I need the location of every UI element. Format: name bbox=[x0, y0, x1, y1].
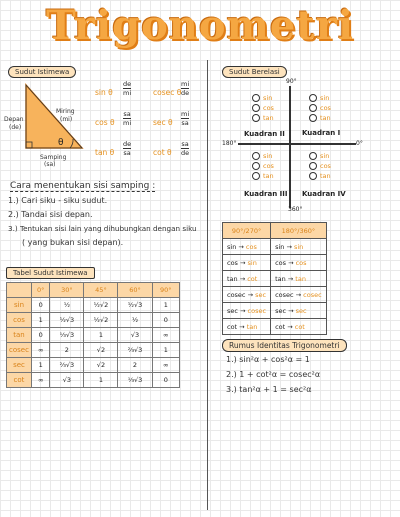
table-cell: ∞ bbox=[32, 373, 50, 388]
ratio-sin bbox=[95, 80, 132, 99]
table-cell: √2 bbox=[84, 358, 118, 373]
table-header-cell: 30° bbox=[50, 283, 84, 298]
list-item bbox=[309, 93, 331, 103]
table-row bbox=[223, 239, 327, 255]
ratio-num: sa bbox=[181, 140, 189, 148]
label-theta: θ bbox=[58, 138, 64, 148]
kuadran-4-label: Kuadran IV bbox=[302, 190, 346, 198]
tabel-heading: Tabel Sudut Istimewa bbox=[6, 267, 95, 279]
from-fn: tan → bbox=[227, 274, 248, 283]
item-label: cos bbox=[320, 104, 331, 112]
table-cell: ∞ bbox=[152, 358, 179, 373]
ratio-num: de bbox=[123, 140, 132, 148]
table-header-row bbox=[223, 223, 327, 239]
table-row bbox=[223, 287, 327, 303]
list-item bbox=[309, 171, 331, 181]
table-cell: √3 bbox=[50, 373, 84, 388]
table-cell: √3 bbox=[118, 328, 152, 343]
table-cell: ½ bbox=[118, 313, 152, 328]
ratio-fn: sec θ bbox=[153, 118, 173, 127]
table-row-header: sin bbox=[7, 298, 32, 313]
ratio-cot bbox=[153, 140, 190, 159]
tabel-sudut-istimewa bbox=[6, 282, 180, 388]
ratio-fn: cosec θ bbox=[153, 88, 182, 97]
table-row bbox=[223, 319, 327, 335]
table-header-cell bbox=[7, 283, 32, 298]
table-cell: 1 bbox=[32, 313, 50, 328]
table-cell bbox=[223, 303, 271, 319]
list-item bbox=[252, 171, 274, 181]
table-header-cell: 0° bbox=[32, 283, 50, 298]
deg-180: 180° bbox=[222, 140, 237, 147]
quadrant-1-list bbox=[309, 93, 331, 123]
from-fn: cos → bbox=[275, 258, 296, 267]
label-depan-sub: (de) bbox=[9, 124, 22, 131]
table-cell: 1 bbox=[84, 373, 118, 388]
table-cell bbox=[223, 319, 271, 335]
ratio-den: de bbox=[181, 149, 190, 157]
table-cell: ½√3 bbox=[118, 298, 152, 313]
checkbox-icon bbox=[309, 162, 317, 170]
item-label: sin bbox=[320, 152, 330, 160]
ratio-num: mi bbox=[181, 80, 190, 88]
table-cell: 1 bbox=[84, 328, 118, 343]
ratio-den: mi bbox=[123, 119, 132, 127]
right-triangle-diagram bbox=[18, 80, 88, 160]
table-cell bbox=[271, 255, 327, 271]
table-row bbox=[7, 358, 180, 373]
from-fn: sin → bbox=[275, 242, 294, 251]
deg-360: 360° bbox=[288, 206, 303, 213]
from-fn: cosec → bbox=[275, 290, 304, 299]
quadrant-2-list bbox=[252, 93, 274, 123]
from-fn: cot → bbox=[275, 322, 295, 331]
table-cell: ½√3 bbox=[50, 313, 84, 328]
identitas-item-3: 3.) tan²α + 1 = sec²α bbox=[226, 385, 312, 394]
ratio-den: sa bbox=[123, 149, 131, 157]
ratio-fn: sin θ bbox=[95, 88, 113, 97]
to-fn: sin bbox=[293, 242, 304, 251]
item-label: cos bbox=[320, 162, 331, 170]
ratio-grid bbox=[95, 80, 205, 170]
from-fn: sec → bbox=[227, 306, 248, 315]
list-item bbox=[252, 103, 274, 113]
table-row bbox=[7, 343, 180, 358]
table-cell bbox=[223, 255, 271, 271]
table-header-cell: 90° bbox=[152, 283, 179, 298]
ratio-den: sa bbox=[181, 119, 189, 127]
table-cell bbox=[271, 287, 327, 303]
identitas-heading: Rumus Identitas Trigonometri bbox=[222, 339, 347, 352]
checkbox-icon bbox=[309, 104, 317, 112]
table-row bbox=[223, 271, 327, 287]
from-fn: cot → bbox=[227, 322, 247, 331]
table-header-row bbox=[7, 283, 180, 298]
label-samping-sub: (sa) bbox=[44, 161, 56, 168]
to-fn: tan bbox=[295, 274, 306, 283]
label-miring: Miring bbox=[56, 108, 75, 115]
from-fn: sin → bbox=[227, 242, 246, 251]
table-cell: 1 bbox=[152, 343, 179, 358]
list-item bbox=[309, 151, 331, 161]
table-row bbox=[223, 303, 327, 319]
table-header-cell: 60° bbox=[118, 283, 152, 298]
identitas-item-2: 2.) 1 + cot²α = cosec²α bbox=[226, 370, 321, 379]
quadrant-3-list bbox=[252, 151, 274, 181]
from-fn: tan → bbox=[275, 274, 296, 283]
table-row bbox=[7, 373, 180, 388]
table-cell: 2 bbox=[50, 343, 84, 358]
table-cell: 1 bbox=[152, 298, 179, 313]
table-cell bbox=[271, 239, 327, 255]
ratio-cos bbox=[95, 110, 132, 129]
table-cell bbox=[223, 271, 271, 287]
table-cell bbox=[271, 319, 327, 335]
y-axis bbox=[289, 86, 291, 208]
ratio-num: mi bbox=[181, 110, 190, 118]
quadrant-4-list bbox=[309, 151, 331, 181]
checkbox-icon bbox=[309, 172, 317, 180]
label-miring-sub: (mi) bbox=[60, 116, 73, 123]
to-fn: sec bbox=[295, 306, 307, 315]
table-cell: ∞ bbox=[152, 328, 179, 343]
table-cell: 0 bbox=[152, 313, 179, 328]
ratio-sec bbox=[153, 110, 190, 129]
ratio-fn: tan θ bbox=[95, 148, 115, 157]
cara-heading: Cara menentukan sisi samping : bbox=[10, 181, 156, 191]
ratio-tan bbox=[95, 140, 132, 159]
item-label: sin bbox=[320, 94, 330, 102]
table-row bbox=[7, 313, 180, 328]
table-cell: ½√2 bbox=[84, 313, 118, 328]
to-fn: cosec bbox=[303, 290, 322, 299]
table-cell: ½ bbox=[50, 298, 84, 313]
kuadran-2-label: Kuadran II bbox=[244, 130, 285, 138]
kuadran-3-label: Kuadran III bbox=[244, 190, 288, 198]
cara-step-3: 3.) Tentukan sisi lain yang dihubungkan dengan siku bbox=[8, 224, 197, 233]
column-divider bbox=[207, 60, 208, 510]
table-cell: ½√2 bbox=[84, 298, 118, 313]
from-fn: sec → bbox=[275, 306, 296, 315]
page-title: Trigonometri bbox=[45, 2, 355, 49]
list-item bbox=[309, 103, 331, 113]
table-cell: ⅓√3 bbox=[118, 373, 152, 388]
deg-0: 0° bbox=[356, 140, 363, 147]
to-fn: sec bbox=[255, 290, 267, 299]
table-header-cell: 180°/360° bbox=[271, 223, 327, 239]
table-row bbox=[7, 328, 180, 343]
cara-step-1: 1.) Cari siku - siku sudut. bbox=[8, 196, 108, 205]
checkbox-icon bbox=[309, 152, 317, 160]
checkbox-icon bbox=[252, 152, 260, 160]
ratio-fn: cot θ bbox=[153, 148, 172, 157]
cara-step-2: 2.) Tandai sisi depan. bbox=[8, 210, 93, 219]
from-fn: cos → bbox=[227, 258, 248, 267]
checkbox-icon bbox=[252, 162, 260, 170]
table-cell: ⅔√3 bbox=[50, 358, 84, 373]
ratio-den: de bbox=[181, 89, 190, 97]
table-cell: 1 bbox=[32, 358, 50, 373]
table-cell: 0 bbox=[152, 373, 179, 388]
to-fn: cot bbox=[247, 274, 258, 283]
table-cell: 0 bbox=[32, 298, 50, 313]
to-fn: cos bbox=[245, 242, 257, 251]
sudut-istimewa-heading: Sudut Istimewa bbox=[8, 66, 76, 78]
item-label: tan bbox=[320, 172, 331, 180]
checkbox-icon bbox=[252, 104, 260, 112]
sudut-berelasi-heading: Sudut Berelasi bbox=[222, 66, 287, 78]
to-fn: cot bbox=[294, 322, 305, 331]
table-cell: ⅔√3 bbox=[118, 343, 152, 358]
label-depan: Depan bbox=[4, 116, 24, 123]
kuadran-1-label: Kuadran I bbox=[302, 129, 341, 137]
ratio-cosec bbox=[153, 80, 190, 99]
checkbox-icon bbox=[309, 94, 317, 102]
ratio-fn: cos θ bbox=[95, 118, 115, 127]
to-fn: cos bbox=[295, 258, 307, 267]
table-row-header: tan bbox=[7, 328, 32, 343]
checkbox-icon bbox=[252, 114, 260, 122]
table-row-header: cos bbox=[7, 313, 32, 328]
table-cell bbox=[223, 287, 271, 303]
table-cell bbox=[223, 239, 271, 255]
table-cell: √2 bbox=[84, 343, 118, 358]
ratio-num: sa bbox=[123, 110, 131, 118]
table-cell bbox=[271, 271, 327, 287]
to-fn: cosec bbox=[247, 306, 267, 315]
item-label: sin bbox=[263, 94, 273, 102]
cara-step-3-cont: ( yang bukan sisi depan). bbox=[22, 238, 124, 247]
relasi-table bbox=[222, 222, 327, 335]
list-item bbox=[252, 161, 274, 171]
table-row bbox=[7, 298, 180, 313]
list-item bbox=[252, 151, 274, 161]
deg-90: 90° bbox=[286, 78, 297, 85]
to-fn: tan bbox=[246, 322, 258, 331]
checkbox-icon bbox=[309, 114, 317, 122]
ratio-den: mi bbox=[123, 89, 132, 97]
item-label: sin bbox=[263, 152, 273, 160]
table-row-header: cosec bbox=[7, 343, 32, 358]
table-cell: ∞ bbox=[32, 343, 50, 358]
table-row bbox=[223, 255, 327, 271]
identitas-item-1: 1.) sin²α + cos²α = 1 bbox=[226, 355, 310, 364]
list-item bbox=[252, 93, 274, 103]
item-label: tan bbox=[263, 114, 274, 122]
checkbox-icon bbox=[252, 172, 260, 180]
table-cell: 2 bbox=[118, 358, 152, 373]
list-item bbox=[309, 113, 331, 123]
table-row-header: sec bbox=[7, 358, 32, 373]
item-label: cos bbox=[263, 162, 274, 170]
x-axis bbox=[238, 143, 356, 145]
label-samping: Samping bbox=[40, 154, 67, 161]
item-label: tan bbox=[320, 114, 331, 122]
item-label: tan bbox=[263, 172, 274, 180]
list-item bbox=[309, 161, 331, 171]
checkbox-icon bbox=[252, 94, 260, 102]
item-label: cos bbox=[263, 104, 274, 112]
table-cell: 0 bbox=[32, 328, 50, 343]
table-cell bbox=[271, 303, 327, 319]
table-header-cell: 90°/270° bbox=[223, 223, 271, 239]
to-fn: sin bbox=[247, 258, 257, 267]
from-fn: cosec → bbox=[227, 290, 256, 299]
table-cell: ⅓√3 bbox=[50, 328, 84, 343]
table-header-cell: 45° bbox=[84, 283, 118, 298]
list-item bbox=[252, 113, 274, 123]
table-row-header: cot bbox=[7, 373, 32, 388]
ratio-num: de bbox=[123, 80, 132, 88]
